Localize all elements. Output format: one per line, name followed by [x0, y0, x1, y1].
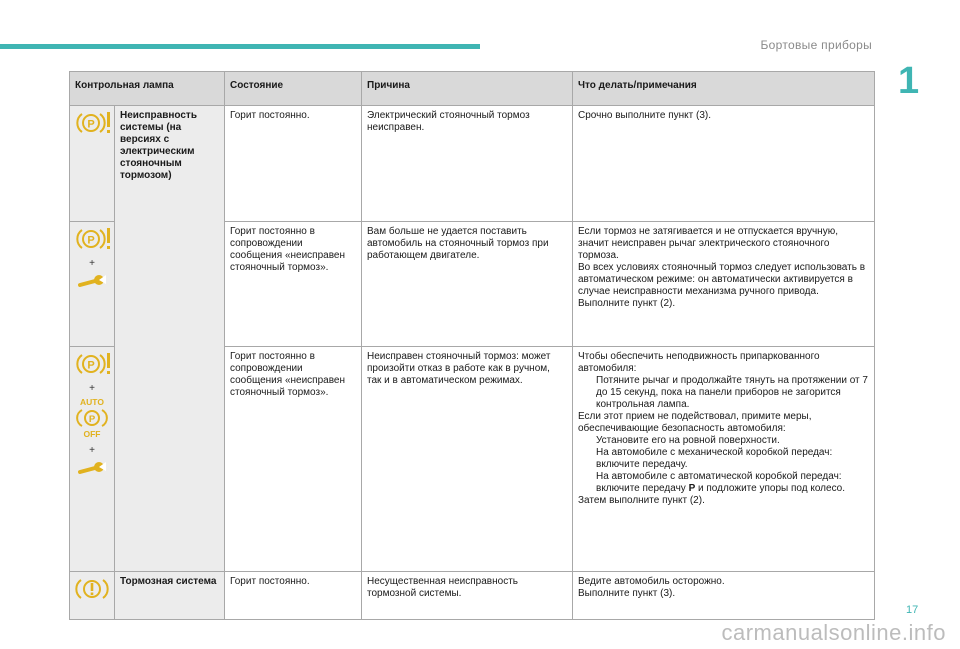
header-action: Что делать/примечания — [573, 72, 875, 106]
svg-text:P: P — [87, 234, 95, 247]
lamp-cell — [70, 347, 115, 572]
parking-brake-warning-icon — [75, 351, 113, 377]
brake-system-warning-icon — [75, 576, 109, 602]
condition-cell: Горит постоянно в сопровождении сообщения «неисправен стояночный тормоз». — [225, 222, 362, 347]
plus-sign: + — [89, 445, 95, 456]
lamp-cell — [70, 572, 115, 620]
table-row — [70, 572, 875, 620]
svg-text:P: P — [87, 118, 95, 131]
action-cell — [573, 572, 875, 620]
svg-text:P: P — [88, 414, 96, 425]
parking-brake-warning-icon — [75, 110, 113, 136]
parking-brake-warning-icon — [75, 226, 113, 252]
action-text: Выполните пункт (3). — [578, 588, 676, 599]
action-text: Если тормоз не затягивается и не отпускается вручную, значит неисправен рычаг электрического стояночного тормоза. — [578, 226, 838, 261]
cause-cell: Электрический стояночный тормоз неисправен. — [362, 106, 573, 222]
header-accent-bar — [0, 44, 480, 49]
action-cell — [573, 347, 875, 572]
chapter-number: 1 — [898, 60, 920, 102]
warning-lamps-table — [69, 71, 875, 620]
system-fault-state: Неисправность системы (на версиях с электрическим стояночным тормозом) — [115, 106, 225, 572]
wrench-icon — [77, 459, 107, 477]
plus-sign: + — [89, 383, 95, 394]
brake-system-state: Тормозная система — [115, 572, 225, 620]
header-state: Состояние — [225, 72, 362, 106]
cause-cell: Вам больше не удается поставить автомобиль на стояночный тормоз при работающем двигателе. — [362, 222, 573, 347]
svg-text:P: P — [87, 359, 95, 372]
watermark: carmanualsonline.info — [721, 620, 946, 645]
page-number: 17 — [906, 604, 919, 616]
list-item: Потяните рычаг и продолжайте тянуть на протяжении от 7 до 15 секунд, пока на панели приборов не загорится контрольная лампа. — [596, 375, 868, 410]
list-item: На автомобиле с автоматической коробкой передач: включите передачу P и подложите упоры под колесо. — [596, 471, 846, 494]
action-text: Затем выполните пункт (2). — [578, 495, 705, 506]
header-lamp: Контрольная лампа — [70, 72, 225, 106]
table-row — [70, 106, 875, 222]
plus-sign: + — [89, 258, 95, 269]
action-cell — [573, 106, 875, 222]
condition-cell: Горит постоянно в сопровождении сообщения «неисправен стояночный тормоз». — [225, 347, 362, 572]
lamp-cell — [70, 106, 115, 222]
off-label: OFF — [83, 429, 101, 439]
header-cause: Причина — [362, 72, 573, 106]
condition-cell: Горит постоянно. — [225, 106, 362, 222]
list-item: На автомобиле с механической коробкой передач: включите передачу. — [596, 447, 833, 470]
list-item: Установите его на ровной поверхности. — [596, 435, 780, 446]
wrench-icon — [77, 272, 107, 290]
header-title: Бортовые приборы — [760, 38, 872, 52]
action-text: Ведите автомобиль осторожно. — [578, 576, 725, 587]
lamp-cell — [70, 222, 115, 347]
action-cell — [573, 222, 875, 347]
cause-cell: Несущественная неисправность тормозной системы. — [362, 572, 573, 620]
action-text: Чтобы обеспечить неподвижность припаркованного автомобиля: — [578, 351, 820, 374]
cause-cell: Неисправен стояночный тормоз: может произойти отказ в работе как в ручном, так и в автоматическом режимах. — [362, 347, 573, 572]
action-text: Во всех условиях стояночный тормоз следует использовать в автоматическом режиме: он автоматически активируется в случае неисправности механизма ручного привода. — [578, 262, 866, 297]
auto-label: AUTO — [80, 397, 104, 407]
action-text: Срочно выполните пункт (3). — [578, 110, 711, 121]
auto-off-icon — [75, 397, 109, 439]
action-text: Если этот прием не подействовал, примите меры, обеспечивающие безопасность автомобиля: — [578, 411, 812, 434]
action-text: Выполните пункт (2). — [578, 298, 676, 309]
condition-cell: Горит постоянно. — [225, 572, 362, 620]
table-header-row — [70, 72, 875, 106]
